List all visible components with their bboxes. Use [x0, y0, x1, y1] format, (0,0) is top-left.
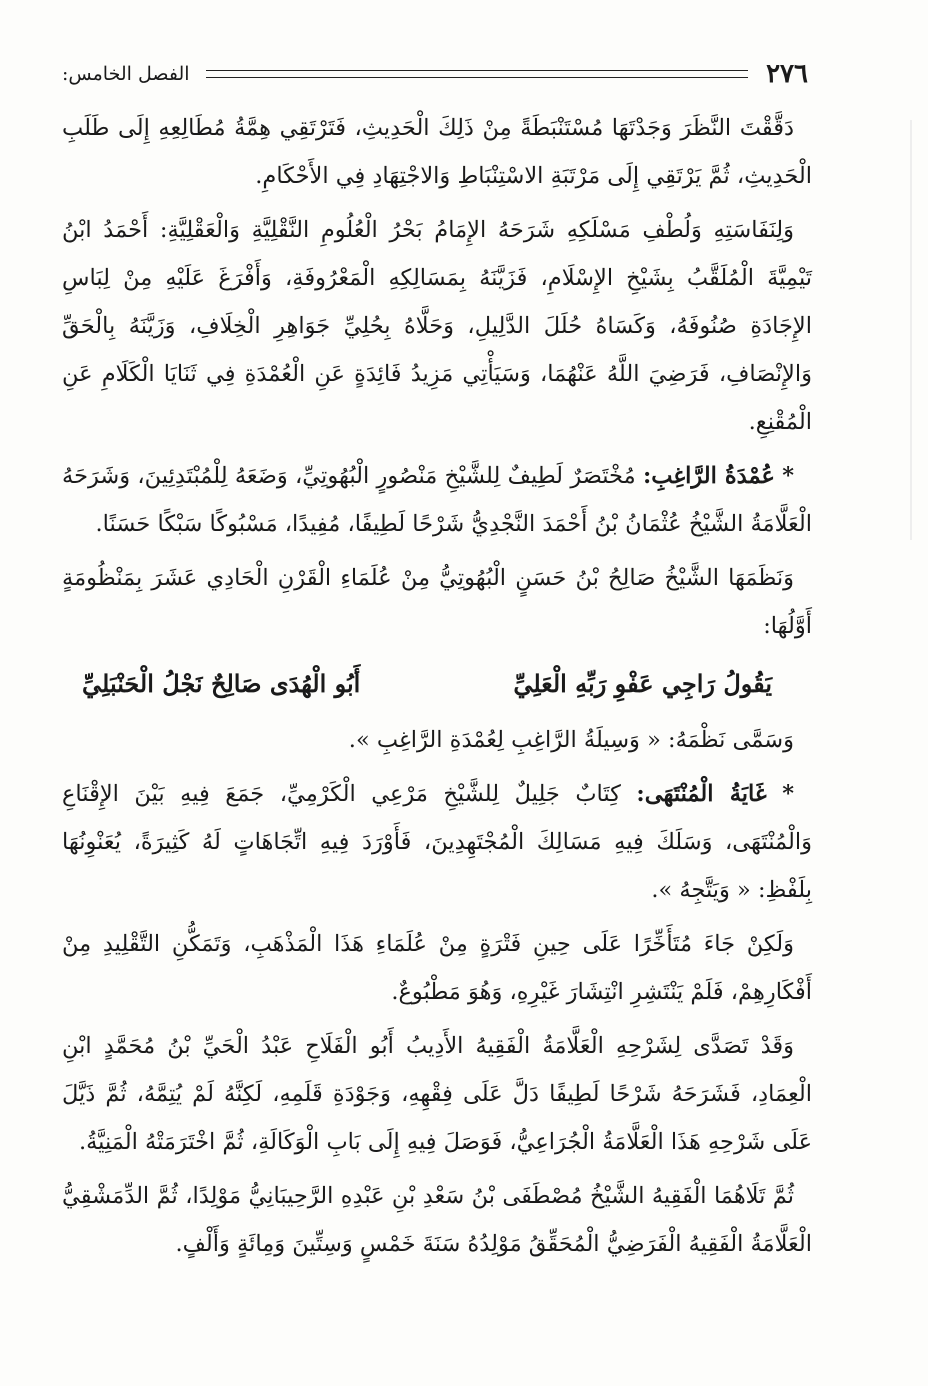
paragraph-1: دَقَّقْتَ النَّظَرَ وَجَدْتَهَا مُسْتَنْبَطَةً مِنْ ذَلِكَ الْحَدِيثِ، فَتَرْتَقِي هِمَّةُ مُطَالِعِهِ إِلَى طَلَبِ الْحَدِيثِ، ثُمَّ يَرْتَقِي إِلَى مَرْتَبَةِ الاسْتِنْبَاطِ وَالاجْتِهَادِ فِي الأَحْكَامِ. [62, 115, 812, 189]
paragraph-2: وَلِنَفَاسَتِهِ وَلُطْفِ مَسْلَكِهِ شَرَحَهُ الإِمَامُ بَحْرُ الْعُلُومِ النَّقْلِيَّةِ وَالْعَقْلِيَّةِ: أَحْمَدُ ابْنُ تَيْمِيَّةَ الْمُلَقَّبُ بِشَيْخِ الإِسْلَامِ، فَزَيَّنَهُ بِمَسَالِكِهِ الْمَعْرُوفَةِ، وَأَفْرَغَ عَلَيْهِ مِنْ لِبَاسِ الإِجَادَةِ صُنُوفَهُ، وَكَسَاهُ حُلَلَ الدَّلِيلِ، وَحَلَّاهُ بِحُلِيِّ جَوَاهِرِ الْخِلَافِ، وَزَيَّنَهُ بِالْحَقِّ وَالإِنْصَافِ، فَرَضِيَ اللَّهُ عَنْهُمَا، وَسَيَأْتِي مَزِيدُ فَائِدَةٍ عَنِ الْعُمْدَةِ فِي ثَنَايَا الْكَلَامِ عَنِ الْمُقْنِعِ. [62, 217, 812, 435]
page-edge-shadow [910, 120, 912, 540]
paragraph-text: مُخْتَصَرٌ لَطِيفٌ لِلشَّيْخِ مَنْصُورٍ الْبُهُوتِيِّ، وَضَعَهُ لِلْمُبْتَدِئِينَ، وَشَرَحَهُ الْعَلَّامَةُ الشَّيْخُ عُثْمَانُ بْنُ أَحْمَدَ النَّجْدِيُّ شَرْحًا لَطِيفًا، مُفِيدًا، مَسْبُوكًا سَبْكًا حَسَنًا. [62, 463, 812, 537]
book-title-ghayat-almuntaha: غَايَةُ الْمُنْتَهَى: [636, 781, 767, 807]
page-body [62, 104, 812, 1274]
paragraph-ghayat-almuntaha [62, 770, 812, 914]
page-header [62, 56, 808, 92]
paragraph-7: وَلَكِنْ جَاءَ مُتَأَخِّرًا عَلَى حِينِ فَتْرَةٍ مِنْ عُلَمَاءِ هَذَا الْمَذْهَبِ، وَتَمَكُّنِ التَّقْلِيدِ مِنْ أَفْكَارِهِمْ، فَلَمْ يَنْتَشِرِ انْتِشَارَ غَيْرِهِ، وَهُوَ مَطْبُوعٌ. [62, 931, 812, 1005]
page-number: ٢٧٦ [766, 59, 808, 89]
paragraph-text: كِتَابٌ جَلِيلٌ لِلشَّيْخِ مَرْعِي الْكَرْمِيِّ، جَمَعَ فِيهِ بَيْنَ الإِقْنَاعِ وَالْمُنْتَهَى، وَسَلَكَ فِيهِ مَسَالِكَ الْمُجْتَهِدِينَ، فَأَوْرَدَ فِيهِ اتِّجَاهَاتٍ لَهُ كَثِيرَةً، يُعَنْوِنُهَا بِلَفْظِ: « وَيَتَّجِهُ ». [62, 781, 812, 903]
verse-second-hemistich: أَبُو الْهُدَى صَالِحٌ نَجْلُ الْحَنْبَلِيِّ [82, 669, 361, 698]
header-rule [206, 70, 749, 78]
bullet-marker: * [782, 463, 794, 489]
verse-first-hemistich: يَقُولُ رَاجِي عَفْوِ رَبِّهِ الْعَلِيِّ [513, 669, 772, 698]
bullet-marker: * [782, 781, 794, 807]
paragraph-umdat-alraghib [62, 452, 812, 548]
chapter-title: الفصل الخامس: [62, 63, 190, 85]
paragraph-4: وَنَظَمَهَا الشَّيْخُ صَالِحُ بْنُ حَسَنٍ الْبُهُوتِيُّ مِنْ عُلَمَاءِ الْقَرْنِ الْحَادِي عَشَرَ بِمَنْظُومَةٍ أَوَّلُهَا: [62, 565, 812, 639]
paragraph-9: ثُمَّ تَلَاهُمَا الْفَقِيهُ الشَّيْخُ مُصْطَفَى بْنُ سَعْدِ بْنِ عَبْدِهِ الرَّحِيبَانِيُّ مَوْلِدًا، ثُمَّ الدِّمَشْقِيُّ الْعَلَّامَةُ الْفَقِيهُ الْفَرَضِيُّ الْمُحَقِّقُ مَوْلِدُهُ سَنَةَ خَمْسٍ وَسِتِّينَ وَمِائَةٍ وَأَلْفٍ. [62, 1183, 812, 1257]
poem-verse [62, 658, 812, 710]
paragraph-8: وَقَدْ تَصَدَّى لِشَرْحِهِ الْعَلَّامَةُ الْفَقِيهُ الأَدِيبُ أَبُو الْفَلَاحِ عَبْدُ الْحَيِّ بْنُ مُحَمَّدٍ ابْنِ الْعِمَادِ، فَشَرَحَهُ شَرْحًا لَطِيفًا دَلَّ عَلَى فِقْهِهِ، وَجَوْدَةِ قَلَمِهِ، لَكِنَّهُ لَمْ يُتِمَّهُ، ثُمَّ ذَيَّلَ عَلَى شَرْحِهِ هَذَا الْعَلَّامَةُ الْجُرَاعِيُّ، فَوَصَلَ فِيهِ إِلَى بَابِ الْوَكَالَةِ، ثُمَّ اخْتَرَمَتْهُ الْمَنِيَّةُ. [62, 1033, 812, 1155]
paragraph-5: وَسَمَّى نَظْمَهُ: « وَسِيلَةُ الرَّاغِبِ لِعُمْدَةِ الرَّاغِبِ ». [348, 727, 794, 753]
book-title-umdat-alraghib: عُمْدَةُ الرَّاغِبِ: [642, 463, 775, 489]
